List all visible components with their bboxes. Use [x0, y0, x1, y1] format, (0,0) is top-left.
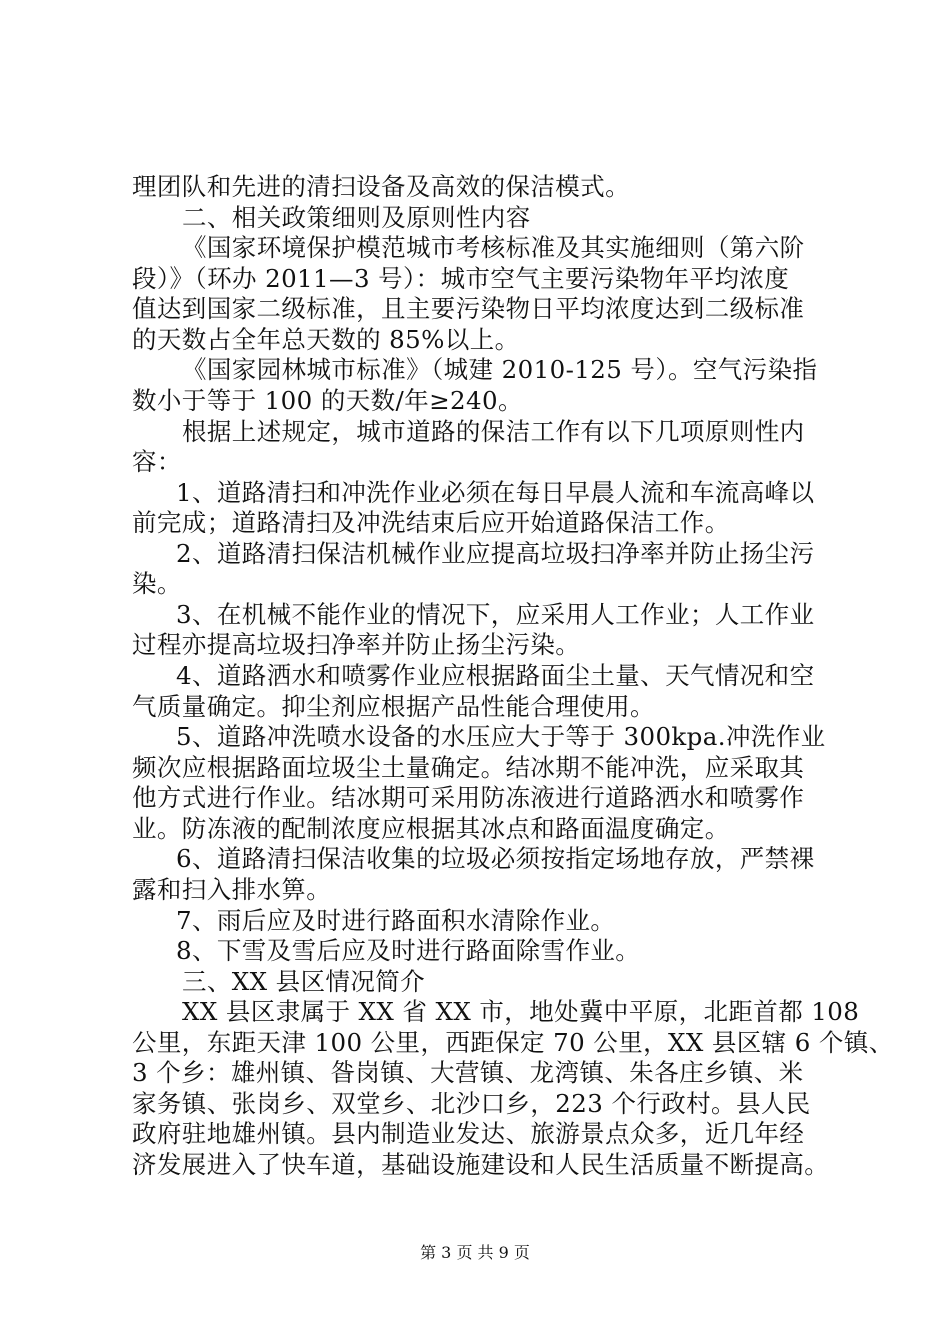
text-line: 《国家环境保护模范城市考核标准及其实施细则（第六阶 [182, 233, 805, 262]
text-line: 家务镇、张岗乡、双堂乡、北沙口乡，223 个行政村。县人民 [132, 1089, 811, 1118]
text-line: 7、雨后应及时进行路面积水清除作业。 [176, 906, 616, 935]
text-line: 业。防冻液的配制浓度应根据其冰点和路面温度确定。 [132, 814, 730, 843]
text-line: 根据上述规定，城市道路的保洁工作有以下几项原则性内 [182, 417, 805, 446]
section-heading: 二、相关政策细则及原则性内容 [182, 203, 531, 232]
text-line: 2、道路清扫保洁机械作业应提高垃圾扫净率并防止扬尘污 [176, 539, 815, 568]
text-line: 数小于等于 100 的天数/年≥240。 [132, 386, 523, 415]
text-line: 8、下雪及雪后应及时进行路面除雪作业。 [176, 936, 641, 965]
page-number-footer: 第 3 页 共 9 页 [420, 1243, 530, 1262]
text-line: 5、道路冲洗喷水设备的水压应大于等于 300kpa.冲洗作业 [176, 722, 826, 751]
text-line: 政府驻地雄州镇。县内制造业发达、旅游景点众多，近几年经 [132, 1119, 805, 1148]
text-line: 露和扫入排水箅。 [132, 875, 332, 904]
text-line: 的天数占全年总天数的 85%以上。 [132, 325, 520, 354]
text-line: 前完成；道路清扫及冲洗结束后应开始道路保洁工作。 [132, 508, 730, 537]
text-line: 《国家园林城市标准》（城建 2010-125 号）。空气污染指 [182, 355, 818, 384]
text-line: XX 县区隶属于 XX 省 XX 市，地处冀中平原，北距首都 108 [182, 997, 860, 1026]
text-line: 过程亦提高垃圾扫净率并防止扬尘污染。 [132, 630, 581, 659]
text-line: 容： [132, 447, 182, 476]
text-line: 气质量确定。抑尘剂应根据产品性能合理使用。 [132, 692, 655, 721]
text-line: 他方式进行作业。结冰期可采用防冻液进行道路洒水和喷雾作 [132, 783, 805, 812]
text-line: 1、道路清扫和冲洗作业必须在每日早晨人流和车流高峰以 [176, 478, 815, 507]
text-line: 济发展进入了快车道，基础设施建设和人民生活质量不断提高。 [132, 1150, 830, 1179]
text-line: 段）》（环办 2011—3 号）：城市空气主要污染物年平均浓度 [132, 264, 790, 293]
text-line: 6、道路清扫保洁收集的垃圾必须按指定场地存放，严禁裸 [176, 844, 815, 873]
text-line: 3 个乡：雄州镇、昝岗镇、大营镇、龙湾镇、朱各庄乡镇、米 [132, 1058, 804, 1087]
text-line: 频次应根据路面垃圾尘土量确定。结冰期不能冲洗，应采取其 [132, 753, 805, 782]
section-heading: 三、XX 县区情况简介 [182, 967, 426, 996]
text-line: 染。 [132, 569, 182, 598]
text-line: 4、道路洒水和喷雾作业应根据路面尘土量、天气情况和空 [176, 661, 815, 690]
text-line: 公里，东距天津 100 公里，西距保定 70 公里，XX 县区辖 6 个镇、 [132, 1028, 894, 1057]
text-line: 值达到国家二级标准，且主要污染物日平均浓度达到二级标准 [132, 294, 805, 323]
text-line: 3、在机械不能作业的情况下，应采用人工作业；人工作业 [176, 600, 815, 629]
text-line: 理团队和先进的清扫设备及高效的保洁模式。 [132, 172, 630, 201]
